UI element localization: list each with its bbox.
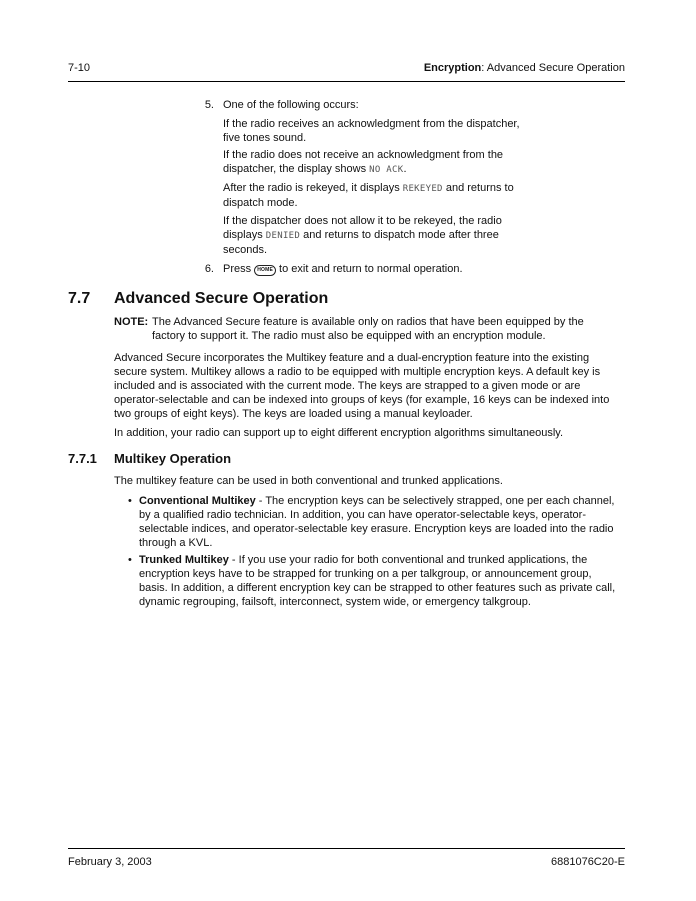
footer-rule <box>68 848 625 849</box>
body-paragraph: The multikey feature can be used in both conventional and trunked applications. <box>114 475 503 487</box>
section-title: Advanced Secure Operation <box>114 290 329 307</box>
home-key-icon: HOME <box>254 265 276 276</box>
note <box>114 315 614 343</box>
body-paragraph: In addition, your radio can support up to eight different encryption algorithms simultaneously. <box>114 427 564 439</box>
footer-date: February 3, 2003 <box>68 856 152 868</box>
step-text: One of the following occurs: <box>223 99 359 111</box>
step-text <box>223 262 553 276</box>
section-number: 7.7 <box>68 290 91 307</box>
text: and returns to dispatch mode after three seconds. <box>223 229 499 256</box>
list-item <box>139 553 616 609</box>
list-item-term: Conventional Multikey <box>139 495 256 507</box>
list-item-term: Trunked Multikey <box>139 554 229 566</box>
display-text: NO ACK <box>369 165 404 175</box>
step-sub-paragraph: If the radio receives an acknowledgment from the dispatcher, five tones sound. <box>223 118 520 144</box>
running-header-bold: Encryption <box>423 62 482 74</box>
bullet-icon: • <box>128 554 132 566</box>
list-item-text: - If you use your radio for both conventional and trunked applications, the encryption keys have to be strapped for trunking on a per talkgroup, or announcement group, basis. In addition, a different encryption key can be strapped to other features such as private call, dynamic regrouping, failsoft, interconnect, system wide, or emergency talkgroup. <box>139 554 616 608</box>
step-sub-paragraph <box>223 214 538 257</box>
subsection-title: Multikey Operation <box>114 451 232 466</box>
text: If the radio does not receive an acknowledgment from the dispatcher, the display shows <box>223 149 504 175</box>
text: After the radio is rekeyed, it displays <box>223 182 403 194</box>
display-text: REKEYED <box>402 184 443 194</box>
step-number: 6. <box>204 263 214 275</box>
text: Press <box>223 263 255 275</box>
display-text: DENIED <box>265 231 301 241</box>
body-paragraph: Advanced Secure incorporates the Multikey feature and a dual-encryption feature into the existing secure system. Multikey allows a radio to be equipped with multiple encryption keys. A default key is included and is associated with the current mode. The keys are strapped to a given mode or are operator-selectable and can be indexed into groups of keys (for example, 16 keys can be indexed into two groups of eight keys). The keys are loaded using a manual keyloader. <box>114 352 610 420</box>
step-number: 5. <box>204 99 214 111</box>
step-sub-paragraph <box>223 148 538 177</box>
list-item-text: - The encryption keys can be selectively strapped, one per each channel, by a qualified radio technician. In addition, you can have operator-selectable keys, operator-selectable indices, and operator-selectable key erasure. Encryption keys are loaded into the radio through a KVL. <box>139 495 615 549</box>
running-header <box>424 62 625 74</box>
note-label: NOTE: <box>114 316 149 328</box>
running-header-rest: : Advanced Secure Operation <box>481 62 625 74</box>
bullet-icon: • <box>128 495 132 507</box>
text: and returns to dispatch mode. <box>223 182 514 209</box>
text: to exit and return to normal operation. <box>276 263 463 275</box>
step-sub-paragraph <box>223 181 538 210</box>
list-item <box>139 494 616 550</box>
header-rule <box>68 81 625 82</box>
text: If the dispatcher does not allow it to be rekeyed, the radio displays <box>223 215 502 241</box>
page-number: 7-10 <box>68 62 91 74</box>
text: . <box>403 163 407 175</box>
subsection-number: 7.7.1 <box>68 451 97 466</box>
note-text: The Advanced Secure feature is available only on radios that have been equipped by the factory to support it. The radio must also be equipped with an encryption module. <box>152 316 584 342</box>
footer-doc-number: 6881076C20-E <box>550 856 625 868</box>
